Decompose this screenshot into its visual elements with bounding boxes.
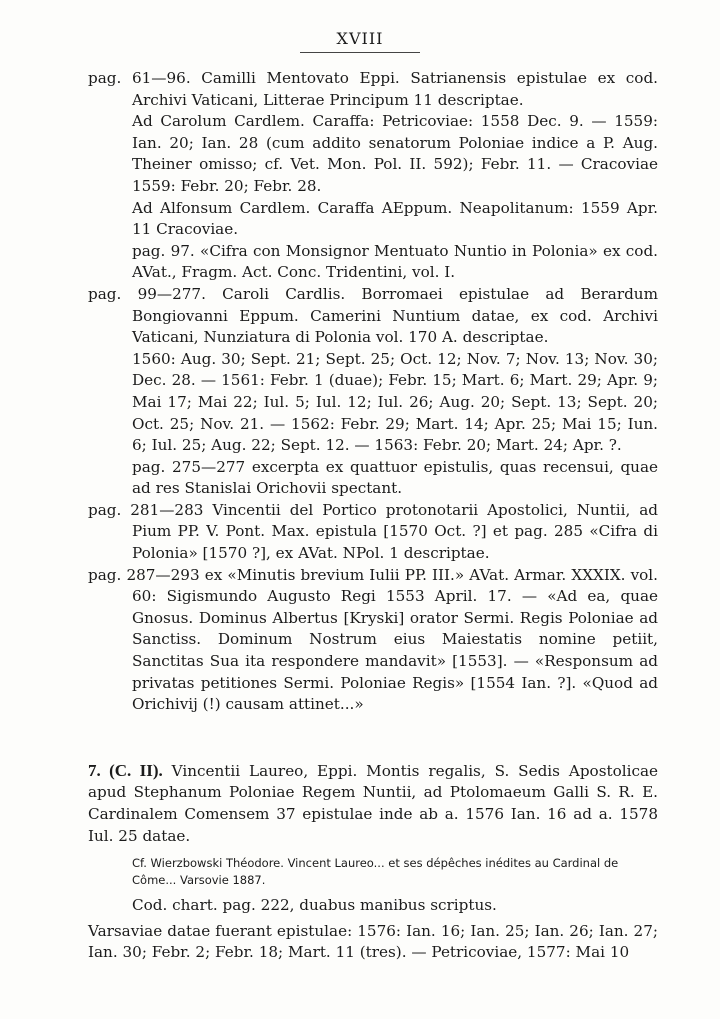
section-7-number: 7. (C. II). <box>88 760 163 780</box>
section-7-text: Vincentii Laureo, Eppi. Montis regalis, S. Sedis Apostolicae apud Stephanum Poloniae Regem Nuntii, ad Ptolomaeum Galli S. R. E. Cardinalem Comensem 37 epistulae inde ab a. 1576 Ian. 16 ad a. 1578 Iul. 25 datae. <box>88 761 658 845</box>
entry-borromaei-dates: 1560: Aug. 30; Sept. 21; Sept. 25; Oct. 12; Nov. 7; Nov. 13; Nov. 30; Dec. 28. — 1561: Febr. 1 (duae); Febr. 15; Mart. 6; Mart. 29; Apr. 9; Mai 17; Mai 22; Iul. 5; Iul. 12; Iul. 26; Aug. 20; Sept. 13; Sept. 20; Oct. 25; Nov. 21. — 1562: Febr. 29; Mart. 14; Apr. 25; Mai 15; Iun. 6; Iul. 25; Aug. 22; Sept. 12. — 1563: Febr. 20; Mart. 24; Apr. ?. <box>132 349 658 455</box>
section-7-dates: Varsaviae datae fuerant epistulae: 1576: Ian. 16; Ian. 25; Ian. 26; Ian. 27; Ian. 30; Febr. 2; Febr. 18; Mart. 11 (tres). — Petricoviae, 1577: Mai 10 <box>88 921 658 962</box>
entry-camilli-mentovato: pag. 61—96. Camilli Mentovato Eppi. Satrianensis epistulae ex cod. Archivi Vaticani, Litterae Principum 11 descriptae. <box>88 69 658 109</box>
entry-ad-carolum: Ad Carolum Cardlem. Caraffa: Petricoviae: 1558 Dec. 9. — 1559: Ian. 20; Ian. 28 (cum addito senatorum Poloniae indice a P. Aug. Theiner omisso; cf. Vet. Mon. Pol. II. 592); Febr. 11. — Cracoviae 1559: Febr. 20; Febr. 28. <box>132 112 658 195</box>
entry-ad-alfonsum: Ad Alfonsum Cardlem. Caraffa AEppum. Neapolitanum: 1559 Apr. 11 Cracoviae. <box>132 198 658 239</box>
section-7-cod: Cod. chart. pag. 222, duabus manibus scriptus. <box>132 896 497 915</box>
entry-borromaei: pag. 99—277. Caroli Cardlis. Borromaei epistulae ad Berardum Bongiovanni Eppum. Camerini Nuntium datae, ex cod. Archivi Vaticani, Nunziatura di Polonia vol. 170 A. descriptae. <box>88 284 658 347</box>
section-7-heading <box>88 760 658 847</box>
section-7-note: Cf. Wierzbowski Théodore. Vincent Laureo... et ses dépêches inédites au Cardinal de Côme... Varsovie 1887. <box>132 856 619 888</box>
entry-cifra-mentuato: pag. 97. «Cifra con Monsignor Mentuato Nuntio in Polonia» ex cod. AVat., Fragm. Act. Conc. Tridentini, vol. I. <box>132 241 658 282</box>
page-body <box>88 68 658 964</box>
header-rule <box>300 52 420 53</box>
entry-minutis-brevium: pag. 287—293 ex «Minutis brevium Iulii PP. III.» AVat. Armar. XXXIX. vol. 60: Sigismundo Augusto Regi 1553 April. 17. — «Ad ea, quae Gnosus. Dominus Albertus [Kryski] orator Sermi. Regis Poloniae ad Sanctiss. Dominum Nostrum eius Maiestatis nomine petiit, Sanctitas Sua ita respondere mandavit» [1553]. — «Responsum ad privatas petitiones Sermi. Poloniae Regis» [1554 Ian. ?]. «Quod ad Orichivij (!) causam attinet...» <box>88 565 658 714</box>
entry-excerpta: pag. 275—277 excerpta ex quattuor epistulis, quas recensui, quae ad res Stanislai Orichovii spectant. <box>132 457 658 498</box>
entry-del-portico: pag. 281—283 Vincentii del Portico protonotarii Apostolici, Nuntii, ad Pium PP. V. Pont. Max. epistula [1570 Oct. ?] et pag. 285 «Cifra di Polonia» [1570 ?], ex AVat. NPol. 1 descriptae. <box>88 500 658 563</box>
running-head: XVIII <box>336 29 384 48</box>
